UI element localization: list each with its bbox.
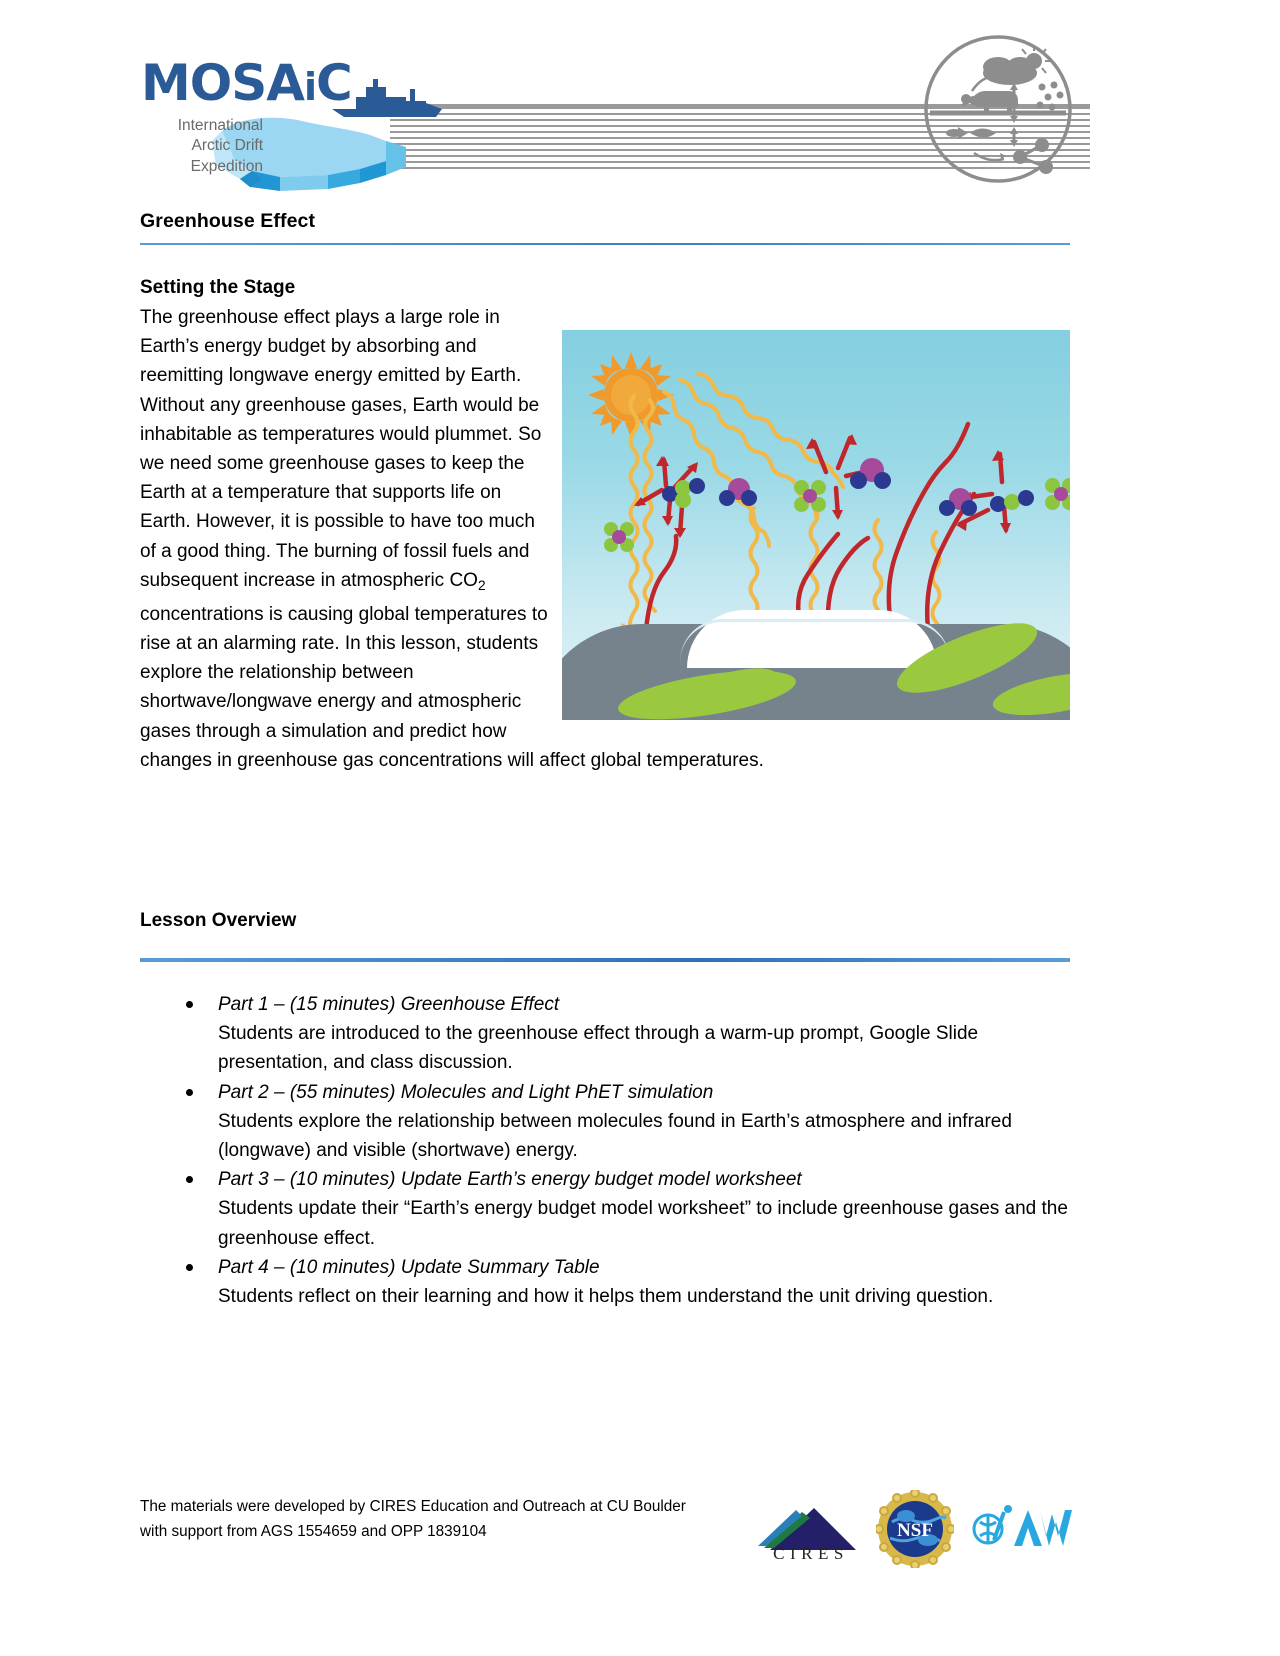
lesson-overview-heading: Lesson Overview (140, 910, 297, 931)
bullet-icon (186, 1176, 193, 1183)
mosaic-wordmark (141, 54, 352, 112)
part-description: Students explore the relationship between molecules found in Earth’s atmosphere and infrared (longwave) and visible (shortwave) energy. (218, 1110, 1012, 1162)
molecule-water-vapor-center (850, 458, 892, 490)
list-item (140, 990, 1070, 1078)
mosaic-tagline (141, 116, 263, 177)
bullet-icon (186, 1264, 193, 1271)
molecule-water-vapor-left (719, 478, 759, 508)
bullet-icon (186, 1001, 193, 1008)
co2-subscript: 2 (477, 577, 486, 593)
greenhouse-effect-figure (562, 330, 1070, 720)
part-description: Students are introduced to the greenhouse effect through a warm-up prompt, Google Slide presentation, and class discussion. (218, 1023, 979, 1074)
title-divider (140, 243, 1070, 245)
mosaic-wordmark-main: MOSA (141, 54, 304, 112)
part-description: Students update their “Earth’s energy budget model worksheet” to include greenhouse gases and the greenhouse effect. (218, 1198, 1068, 1249)
molecule-methane-center (794, 480, 826, 512)
molecule-methane-right (1045, 478, 1070, 510)
page-title: Greenhouse Effect (140, 210, 316, 232)
molecule-water-vapor-right (939, 488, 981, 518)
mosaic-tagline-line-3: Expedition (190, 157, 263, 175)
bullet-icon (186, 1089, 193, 1096)
page-header (0, 0, 1280, 200)
footer-credit-line-1: The materials were developed by CIRES Education and Outreach at CU Boulder (140, 1498, 686, 1515)
part-title: Part 1 – (15 minutes) Greenhouse Effect (218, 994, 560, 1015)
list-item (140, 1165, 1070, 1253)
molecule-co2-right (990, 490, 1038, 516)
molecule-co2-left (662, 478, 710, 506)
molecule-methane (604, 522, 634, 552)
intro-text-part-1: The greenhouse effect plays a large role in Earth’s energy budget by absorbing and reemitting longwave energy emitted by Earth. Without any greenhouse gases, Earth would be inhabitable as temperatures would plummet. So we need some greenhouse gases to keep the Earth at a temperature that supports life on Earth. However, it is possible to have too much of a good thing. The burning of fossil fuels and subsequent increase in atmospheric CO (140, 307, 542, 591)
footer-logos (748, 1484, 1088, 1594)
part-description: Students reflect on their learning and how it helps them understand the unit driving question. (218, 1286, 994, 1308)
setting-the-stage-block (140, 303, 1070, 775)
cires-logo-text: CIRES (773, 1544, 849, 1563)
setting-the-stage-heading: Setting the Stage (140, 277, 296, 298)
svg-text:NSF: NSF (897, 1520, 933, 1541)
lesson-overview-divider (140, 958, 1070, 962)
part-title: Part 4 – (10 minutes) Update Summary Table (218, 1256, 600, 1278)
footer-credit-text (140, 1494, 740, 1544)
list-item (140, 1253, 1070, 1311)
nsf-logo-icon (876, 1490, 954, 1568)
snow-highlight (680, 619, 950, 662)
arctic-system-emblem-icon (922, 33, 1074, 185)
part-title: Part 2 – (55 minutes) Molecules and Light PhET simulation (218, 1081, 714, 1103)
mosaic-tagline-line-1: International (177, 117, 263, 134)
lesson-overview-list (140, 990, 1070, 1311)
mosaic-wordmark-i: i (303, 65, 316, 109)
mosaic-logo (138, 54, 428, 188)
footer-credit-line-2: with support from AGS 1554659 and OPP 1839104 (140, 1523, 487, 1540)
intro-text-part-2: concentrations is causing global temperatures to rise at an alarming rate. In this lesson, students explore the relationship between shortwave/longwave energy and atmospheric gases through a simulation and predict how changes in greenhouse gas concentrations will affect global temperatures. (140, 603, 764, 771)
awi-logo-icon (970, 1502, 1080, 1552)
page-footer (0, 1484, 1280, 1656)
mosaic-tagline-line-2: Arctic Drift (191, 137, 263, 155)
list-item (140, 1078, 1070, 1166)
mosaic-wordmark-c: C (316, 54, 352, 112)
part-title: Part 3 – (10 minutes) Update Earth’s energy budget model worksheet (218, 1169, 802, 1191)
